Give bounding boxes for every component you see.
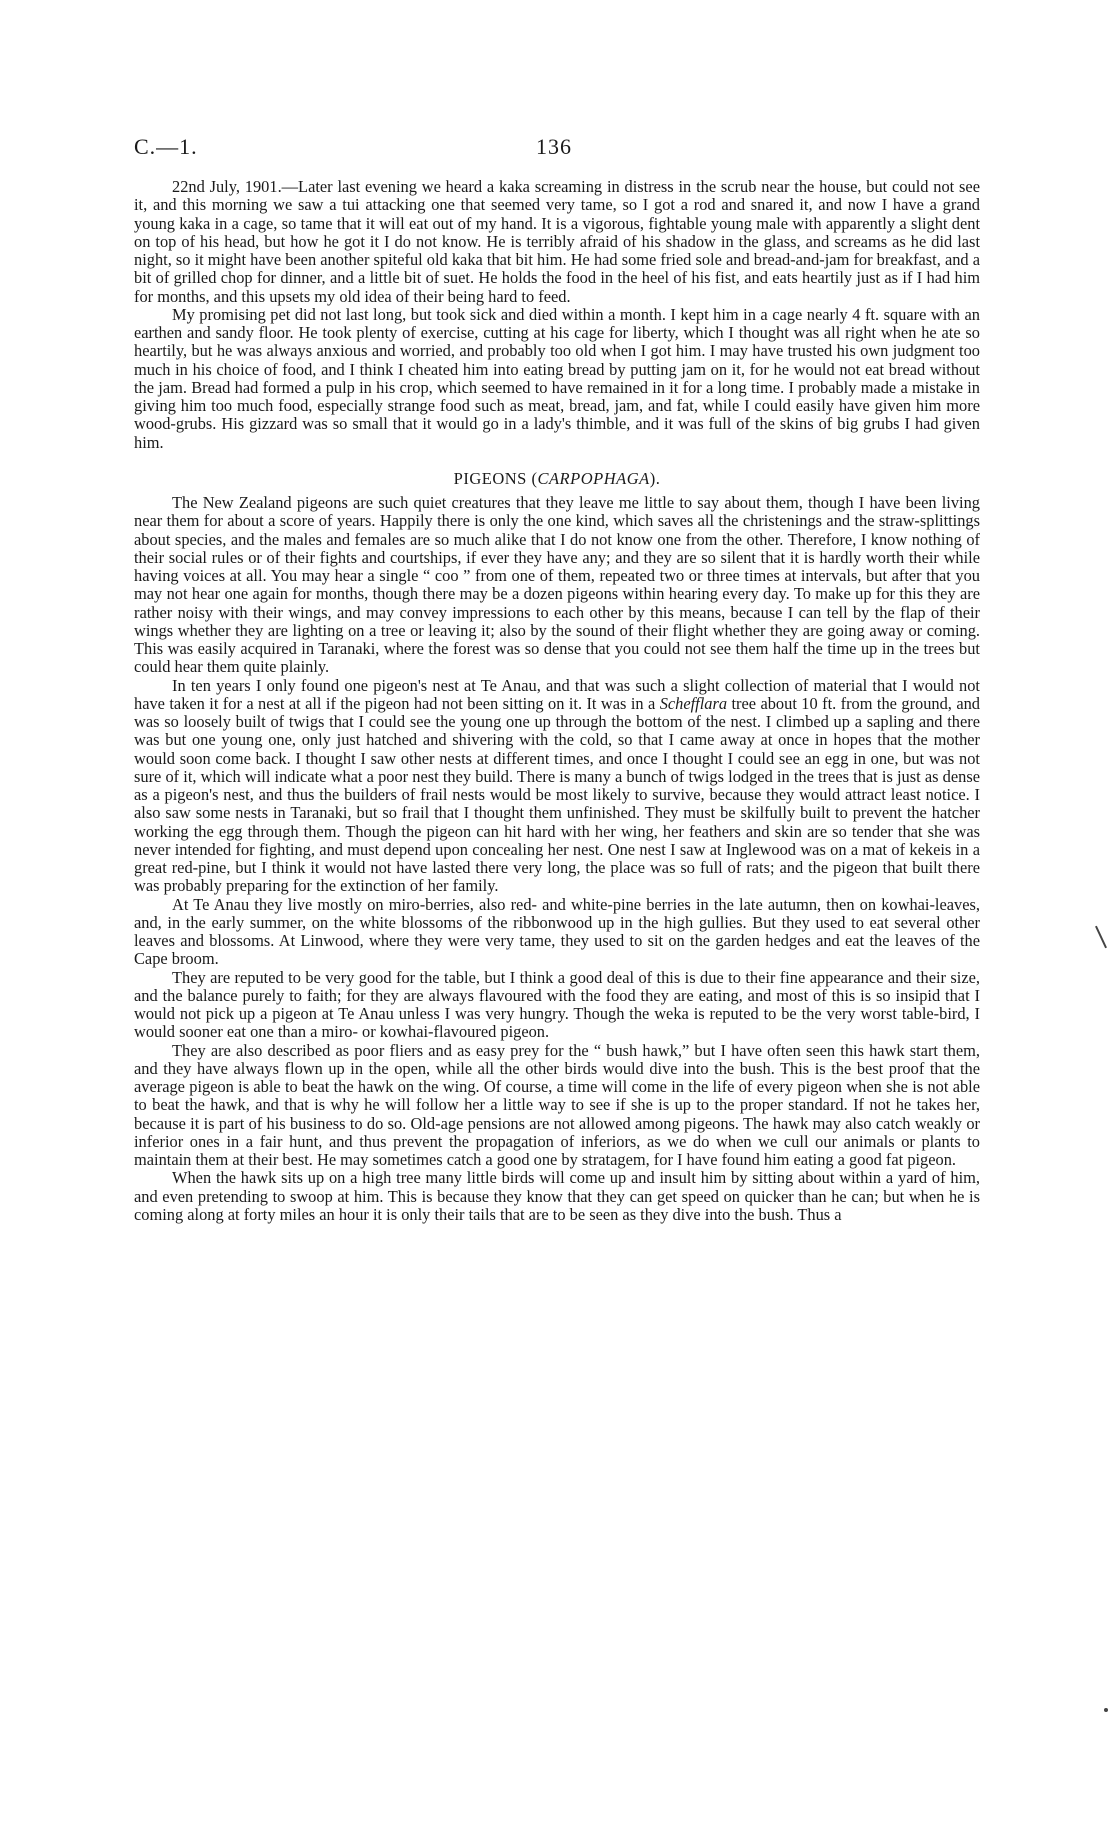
paragraph: 22nd July, 1901.—Later last evening we heard a kaka screaming in distress in the scrub near the house, but could not see it, and this morning we saw a tui attacking one that seemed very tame, so I got a rod and snared it, and now I have a grand young kaka in a cage, so tame that it will eat out of my hand. It is a vigorous, fightable young male with apparently a slight dent on top of his head, but how he got it I do not know. He is terribly afraid of his shadow in the glass, and screams as he did last night, so it might have been another spiteful old kaka that bit him. He had some fried sole and bread-and-jam for breakfast, and a bit of grilled chop for dinner, and a little bit of suet. He holds the food in the heel of his fist, and eats heartily just as if I had him for months, and this upsets my old idea of their being hard to feed. <box>134 177 980 306</box>
paragraph: The New Zealand pigeons are such quiet creatures that they leave me little to say about them, though I have been living near them for about a score of years. Happily there is only the one kind, which saves all the christenings and the straw-splittings about species, and the males and females are so much alike that I do not know one from the other. Therefore, I know nothing of their social rules or of their fights and courtships, if ever they have any; and they are so silent that it is hardly worth their while having voices at all. You may hear a single “ coo ” from one of them, repeated two or three times at intervals, but after that you may not hear one again for months, though there may be a dozen pigeons within hearing every day. To make up for this they are rather noisy with their wings, and may convey impressions to each other by this means, because I can tell by the flap of their wings whether they are lighting on a tree or leaving it; also by the sound of their flight whether they are going away or coming. This was easily acquired in Taranaki, where the forest was so dense that you could not see them half the time up in the trees but could hear them quite plainly. <box>134 493 980 677</box>
scan-mark <box>1095 926 1107 949</box>
heading-italic-text: CARPOPHAGA <box>537 468 650 488</box>
page-number: 136 <box>536 134 572 159</box>
paragraph <box>134 677 980 896</box>
paragraph-italic-text: Schefflara <box>659 693 728 713</box>
page-header <box>134 134 980 164</box>
paragraph: They are also described as poor fliers and as easy prey for the “ bush hawk,” but I have often seen this hawk start them, and they have always flown up in the open, while all the other birds would dive into the bush. This is the best proof that the average pigeon is able to beat the hawk on the wing. Of course, a time will come in the life of every pigeon when she is not able to beat the hawk, and that is why he will follow her a little way to see if she is up to the proper standard. If not he takes her, because it is part of his business to do so. Old-age pensions are not allowed among pigeons. The hawk may also catch weakly or inferior ones in a fair hunt, and thus prevent the propagation of inferiors, as we do when we cull our animals or plants to maintain them at their best. He may sometimes catch a good one by stratagem, for I have found him eating a good fat pigeon. <box>134 1040 980 1169</box>
scan-dot <box>1104 1708 1108 1712</box>
paragraph: My promising pet did not last long, but took sick and died within a month. I kept him in a cage nearly 4 ft. square with an earthen and sandy floor. He took plenty of exercise, cutting at his cage for liberty, which I thought was all right when he ate so heartily, but he was always anxious and worried, and probably too old when I got him. I may have trusted his own judgment too much in his choice of food, and I think I cheated him into eating bread by putting jam on it, for he would not eat bread without the jam. Bread had formed a pulp in his crop, which seemed to have remained in it for a long time. I probably made a mistake in giving him too much food, especially strange food such as meat, bread, jam, and fat, while I could easily have given him more wood-grubs. His gizzard was so small that it would go in a lady's thimble, and it was full of the skins of big grubs I had given him. <box>134 304 980 452</box>
paragraph: They are reputed to be very good for the table, but I think a good deal of this is due to their fine appearance and their size, and the balance purely to faith; for they are always flavoured with the food they are eating, and most of this is so insipid that I would not pick up a pigeon at Te Anau unless I was very hungry. Though the weka is reputed to be the very worst table-bird, I would sooner eat one than a miro- or kowhai-flavoured pigeon. <box>134 967 980 1042</box>
heading-text: PIGEONS ( <box>453 468 538 488</box>
heading-suffix: ). <box>649 468 661 488</box>
document-code: C.—1. <box>134 134 198 159</box>
paragraph: When the hawk sits up on a high tree many little birds will come up and insult him by sitting about within a yard of him, and even pretending to swoop at him. This is because they know that they can get speed on quicker than he can; but when he is coming along at forty miles an hour it is only their tails that are to be seen as they dive into the bush. Thus a <box>134 1168 980 1224</box>
paragraph-text: tree about 10 ft. from the ground, and was so loosely built of twigs that I could see the young one up through the bottom of the nest. I climbed up a sapling and there was but one young one, only just hatched and shivering with the cold, so that I came away at once in hopes that the mother would soon come back. I thought I saw other nests at different times, and once I thought I could see an egg in one, but was not sure of it, which will indicate what a poor nest they build. There is many a bunch of twigs lodged in the trees that is just as dense as a pigeon's nest, and thus the builders of frail nests would be most likely to survive, because they would attract least notice. I also saw some nests in Taranaki, but so frail that I thought them unfinished. They must be skilfully built to prevent the hatcher working the egg through them. Though the pigeon can hit hard with her wing, her feathers and skin are so tender that she was never intended for fighting, and must depend upon concealing her nest. One nest I saw at Inglewood was on a mat of kekeis in a great red-pine, but I think it would not have lasted there very long, the place was so full of rats; and the pigeon that built there was probably preparing for the extinction of her family. <box>134 693 980 896</box>
section-heading <box>134 470 980 488</box>
document-body <box>134 178 980 1224</box>
paragraph: At Te Anau they live mostly on miro-berries, also red- and white-pine berries in the late autumn, then on kowhai-leaves, and, in the early summer, on the white blossoms of the ribbonwood up in the high gullies. But they used to eat several other leaves and blossoms. At Linwood, where they were very tame, they used to sit on the garden hedges and eat the leaves of the Cape broom. <box>134 894 980 969</box>
paragraph-text: In ten years I only found one pigeon's nest at Te Anau, and that was such a slight collection of material that I would not have taken it for a nest at all if the pigeon had not been sitting on it. It was in a <box>134 675 980 713</box>
